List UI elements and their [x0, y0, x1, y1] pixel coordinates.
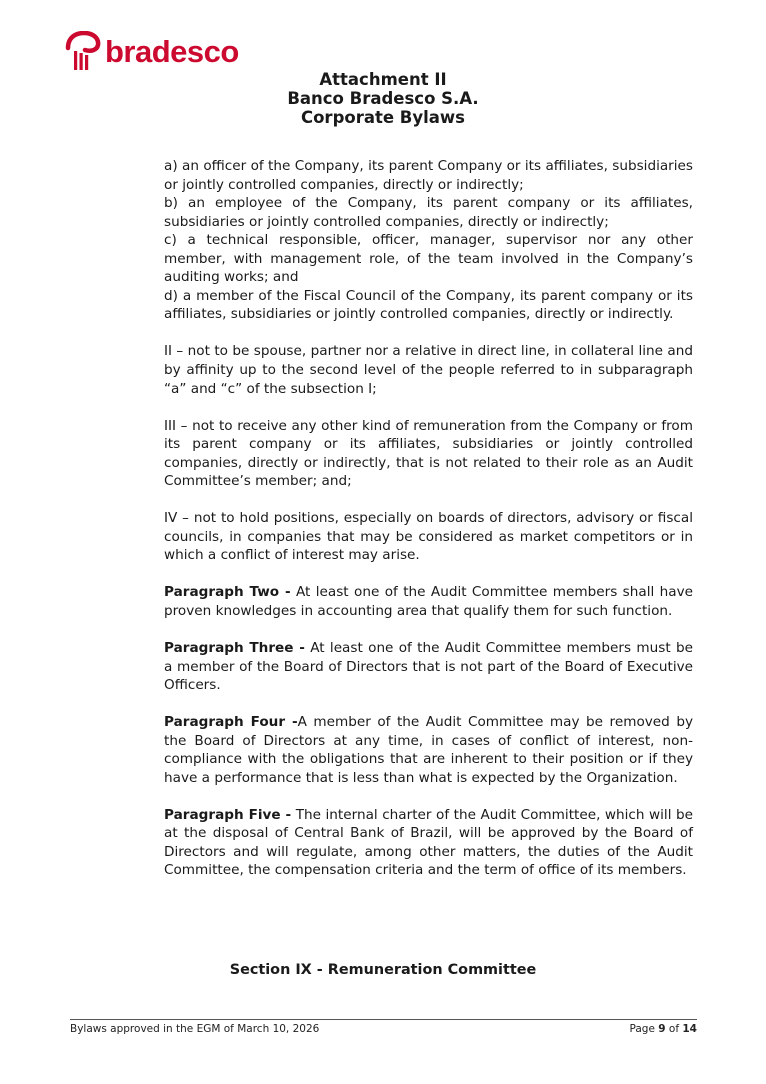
paragraph-five-label: Paragraph Five - [164, 806, 292, 823]
paragraph-three-text: At least one of the Audit Committee members must be a member of the Board of Directors that is not part of the Board of Executive Officers. [164, 639, 693, 694]
footer-divider [70, 1019, 697, 1020]
paragraph-three-label: Paragraph Three - [164, 639, 305, 656]
clause-iii: III – not to receive any other kind of remuneration from the Company or from its parent company or its affiliates, subsidiaries or jointly controlled companies, directly or indirectly, that is not related to their role as an Audit Committee’s member; and; [164, 417, 693, 490]
paragraph-five [164, 806, 693, 880]
item-b: b) an employee of the Company, its parent company or its affiliates, subsidiaries or jointly controlled companies, directly or indirectly; [164, 195, 693, 230]
paragraph-four-text: A member of the Audit Committee may be removed by the Board of Directors at any time, in cases of conflict of interest, non-compliance with the obligations that are inherent to their position or if they have a performance that is less than what is expected by the Organization. [164, 714, 693, 786]
item-c: c) a technical responsible, officer, manager, supervisor nor any other member, with management role, of the team involved in the Company’s auditing works; and [164, 232, 693, 286]
item-d: d) a member of the Fiscal Council of the Company, its parent company or its affiliates, subsidiaries or jointly controlled companies, directly or indirectly. [164, 287, 693, 323]
paragraph-five-text: The internal charter of the Audit Committee, which will be at the disposal of Central Bank of Brazil, will be approved by the Board of Directors and will regulate, among other matters, the duties of the Audit Committee, the compensation criteria and the term of office of its members. [164, 806, 693, 879]
paragraph-two-label: Paragraph Two - [164, 584, 291, 601]
document-header [0, 70, 766, 127]
attachment-title: Attachment II [319, 70, 447, 89]
clause-iv: IV – not to hold positions, especially on boards of directors, advisory or fiscal councils, in companies that may be considered as market competitors or in which a conflict of interest may arise. [164, 510, 693, 564]
footer-approval-note: Bylaws approved in the EGM of March 10, 2026 [70, 1023, 320, 1035]
current-page: 9 [658, 1023, 666, 1035]
bradesco-logo [64, 30, 239, 72]
bradesco-tree-icon [64, 31, 102, 71]
company-name: Banco Bradesco S.A. [287, 89, 479, 108]
paragraph-three [164, 639, 693, 695]
document-title: Corporate Bylaws [300, 108, 465, 127]
section-title: Section IX - Remuneration Committee [229, 962, 537, 978]
paragraph-two [164, 583, 693, 620]
brand-name: bradesco [105, 33, 239, 69]
clause-ii: II – not to be spouse, partner nor a relative in direct line, in collateral line and by affinity up to the second level of the people referred to in subparagraph “a” and “c” of the subsection I; [164, 343, 693, 397]
paragraph-two-text: At least one of the Audit Committee members shall have proven knowledges in accounting area that qualify them for such function. [164, 584, 694, 619]
total-pages: 14 [682, 1023, 697, 1035]
paragraph-four-label: Paragraph Four - [164, 714, 298, 731]
page-number: Page 9 of 14 [629, 1023, 697, 1035]
page-footer [70, 1023, 697, 1035]
item-a: a) an officer of the Company, its parent Company or its affiliates, subsidiaries or jointly controlled companies, directly or indirectly; [164, 158, 693, 193]
paragraph-four [164, 713, 693, 787]
document-body [164, 157, 693, 880]
